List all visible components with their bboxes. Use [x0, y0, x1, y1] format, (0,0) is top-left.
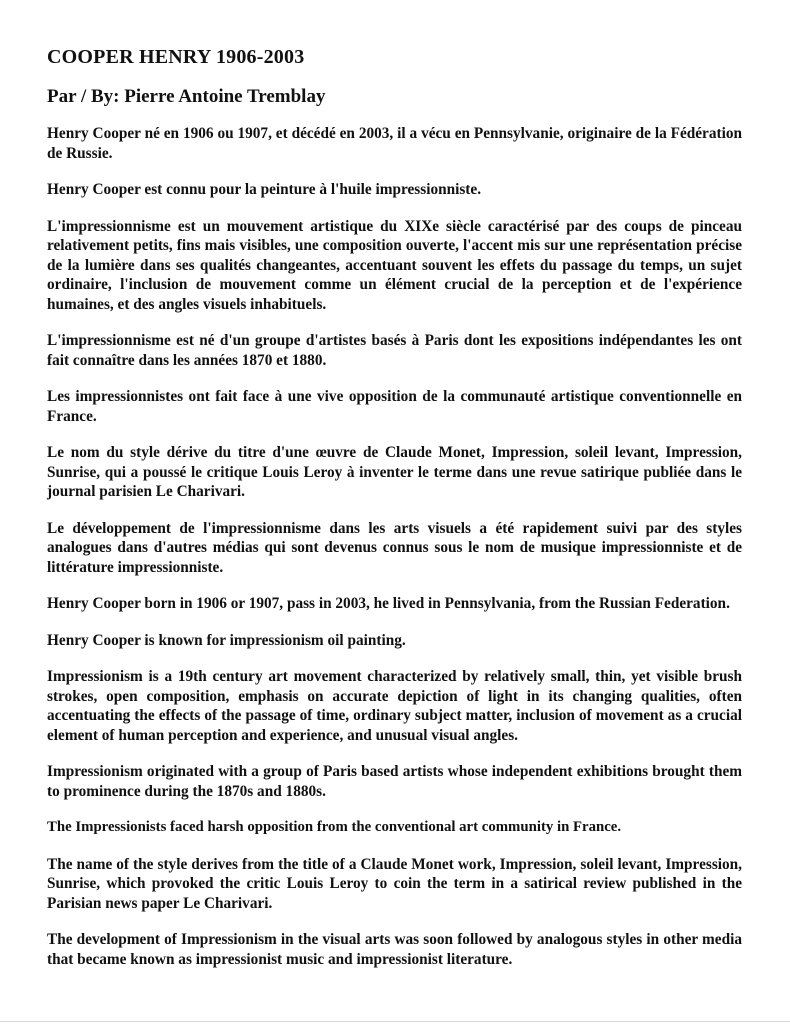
- paragraph-fr-known-for: Henry Cooper est connu pour la peinture à l'huile impressionniste.: [47, 181, 482, 198]
- paragraph-en-opposition: The Impressionists faced harsh opposition from the conventional art community in France.: [47, 819, 622, 835]
- paragraph-fr-style-name: Le nom du style dérive du titre d'une œuvre de Claude Monet, Impression, soleil levant, Impression, Sunrise, qui a poussé le critique Louis Leroy à inventer le terme dans une revue satirique publiée dans le journal parisien Le Charivari.: [47, 444, 742, 500]
- paragraph-fr-opposition: Les impressionnistes ont fait face à une vive opposition de la communauté artistique conventionnelle en France.: [47, 388, 742, 425]
- paragraph-en-biography: Henry Cooper born in 1906 or 1907, pass in 2003, he lived in Pennsylvania, from the Russian Federation.: [47, 595, 730, 612]
- page-bottom-edge: [0, 1021, 790, 1022]
- paragraph-en-impressionism-definition: Impressionism is a 19th century art movement characterized by relatively small, thin, yet visible brush strokes, open composition, emphasis on accurate depiction of light in its changing qualities, often accentuating the effects of the passage of time, ordinary subject matter, inclusion of movement as a crucial element of human perception and experience, and unusual visual angles.: [47, 668, 742, 744]
- paragraph-fr-development: Le développement de l'impressionnisme dans les arts visuels a été rapidement suivi par des styles analogues dans d'autres médias qui sont devenus connus sous le nom de musique impressionniste et de littérature impressionniste.: [47, 519, 742, 576]
- paragraph-en-impressionism-origin: Impressionism originated with a group of Paris based artists whose independent exhibitions brought them to prominence during the 1870s and 1880s.: [47, 763, 742, 800]
- document-byline: Par / By: Pierre Antoine Tremblay: [47, 86, 326, 107]
- paragraph-en-development: The development of Impressionism in the visual arts was soon followed by analogous styles in other media that became known as impressionist music and impressionist literature.: [47, 931, 742, 968]
- paragraph-en-known-for: Henry Cooper is known for impressionism oil painting.: [47, 631, 406, 649]
- document-page: [47, 44, 742, 986]
- paragraph-fr-impressionism-origin: L'impressionnisme est né d'un groupe d'artistes basés à Paris dont les expositions indépendantes les ont fait connaître dans les années 1870 et 1880.: [47, 332, 742, 369]
- document-title: COOPER HENRY 1906-2003: [47, 46, 305, 68]
- paragraph-fr-biography: Henry Cooper né en 1906 ou 1907, et décédé en 2003, il a vécu en Pennsylvanie, originaire de la Fédération de Russie.: [47, 125, 742, 162]
- paragraph-en-style-name: The name of the style derives from the title of a Claude Monet work, Impression, soleil levant, Impression, Sunrise, which provoked the critic Louis Leroy to coin the term in a satirical review published in the Parisian news paper Le Charivari.: [47, 855, 742, 912]
- paragraph-fr-impressionism-definition: L'impressionnisme est un mouvement artistique du XIXe siècle caractérisé par des coups de pinceau relativement petits, fins mais visibles, une composition ouverte, l'accent mis sur une représentation précise de la lumière dans ses qualités changeantes, accentuant souvent les effets du passage du temps, un sujet ordinaire, l'inclusion de mouvement comme un élément crucial de la perception et de l'expérience humaines, et des angles visuels inhabituels.: [47, 217, 742, 313]
